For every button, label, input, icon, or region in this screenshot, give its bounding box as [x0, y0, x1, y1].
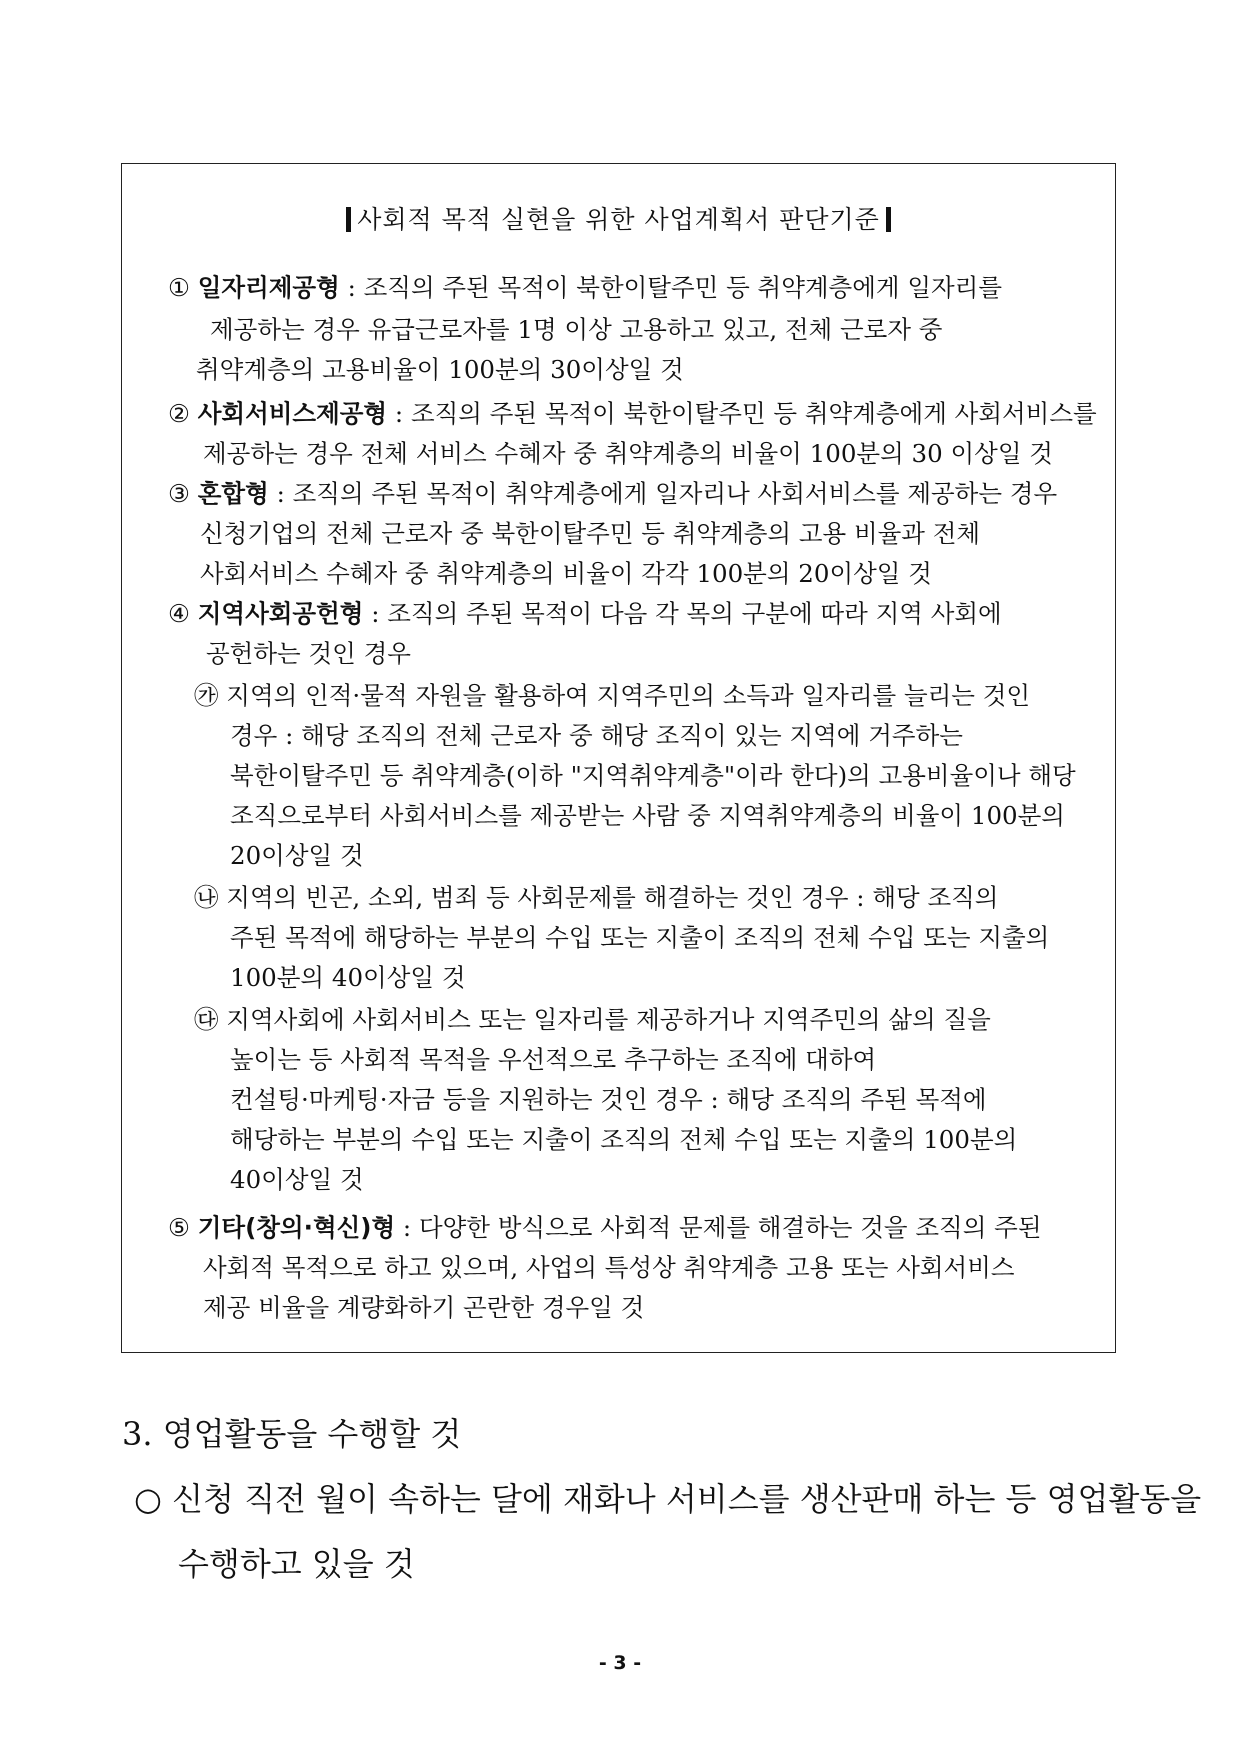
item1-line1 [168, 273, 1003, 302]
item5-number: ⑤ [168, 1213, 190, 1242]
page-number: - 3 - [598, 1652, 642, 1674]
item3-label: 혼합형 [197, 479, 269, 508]
item4-sub-da-line3: 컨설팅·마케팅·자금 등을 지원하는 것인 경우 : 해당 조직의 주된 목적에 [230, 1085, 987, 1114]
item4-line2: 공헌하는 것인 경우 [206, 639, 411, 668]
section3-heading: 3. 영업활동을 수행할 것 [122, 1415, 462, 1453]
sub-na-text-l1: 지역의 빈곤, 소외, 범죄 등 사회문제를 해결하는 것인 경우 : 해당 조직의 [226, 883, 999, 912]
item1-line2: 제공하는 경우 유급근로자를 1명 이상 고용하고 있고, 전체 근로자 중 [210, 315, 943, 344]
item5-line3: 제공 비율을 계량화하기 곤란한 경우일 것 [203, 1293, 645, 1322]
item3-line3: 사회서비스 수혜자 중 취약계층의 비율이 각각 100분의 20이상일 것 [200, 559, 932, 588]
item4-sub-da-line5: 40이상일 것 [230, 1165, 364, 1194]
item2-line1 [168, 399, 1097, 428]
item5-label: 기타(창의·혁신)형 [197, 1213, 396, 1242]
title-bar-left [346, 207, 351, 232]
item4-sub-ga-line2: 경우 : 해당 조직의 전체 근로자 중 해당 조직이 있는 지역에 거주하는 [230, 721, 963, 750]
item5-line1 [168, 1213, 1042, 1242]
sub-da-number: ㉰ [194, 1005, 219, 1034]
item4-number: ④ [168, 599, 190, 628]
section3-line1 [134, 1480, 1202, 1518]
sub-na-number: ㉯ [194, 883, 219, 912]
criteria-box-title [122, 200, 1115, 236]
item4-sub-da-line1 [194, 1005, 991, 1034]
sub-da-text-l1: 지역사회에 사회서비스 또는 일자리를 제공하거나 지역주민의 삶의 질을 [226, 1005, 991, 1034]
sub-ga-text-l1: 지역의 인적·물적 자원을 활용하여 지역주민의 소득과 일자리를 늘리는 것인 [226, 681, 1031, 710]
item4-sub-ga-line3: 북한이탈주민 등 취약계층(이하 "지역취약계층"이라 한다)의 고용비율이나 해당 [230, 761, 1076, 790]
item4-label: 지역사회공헌형 [197, 599, 364, 628]
item2-label: 사회서비스제공형 [197, 399, 388, 428]
section3-line2: 수행하고 있을 것 [178, 1545, 415, 1583]
item4-sub-ga-line5: 20이상일 것 [230, 841, 364, 870]
item5-text-l1: : 다양한 방식으로 사회적 문제를 해결하는 것을 조직의 주된 [395, 1213, 1042, 1242]
item2-number: ② [168, 399, 190, 428]
item1-label: 일자리제공형 [197, 273, 340, 302]
item5-line2: 사회적 목적으로 하고 있으며, 사업의 특성상 취약계층 고용 또는 사회서비스 [203, 1253, 1015, 1282]
item4-sub-ga-line4: 조직으로부터 사회서비스를 제공받는 사람 중 지역취약계층의 비율이 100분의 [230, 801, 1065, 830]
item4-sub-ga-line1 [194, 681, 1031, 710]
item3-line1 [168, 479, 1058, 508]
item4-sub-na-line1 [194, 883, 999, 912]
section3-text-l1: 신청 직전 월이 속하는 달에 재화나 서비스를 생산판매 하는 등 영업활동을 [172, 1480, 1202, 1518]
item3-text-l1: : 조직의 주된 목적이 취약계층에게 일자리나 사회서비스를 제공하는 경우 [268, 479, 1058, 508]
item4-sub-da-line2: 높이는 등 사회적 목적을 우선적으로 추구하는 조직에 대하여 [230, 1045, 877, 1074]
item4-sub-da-line4: 해당하는 부분의 수입 또는 지출이 조직의 전체 수입 또는 지출의 100분의 [230, 1125, 1018, 1154]
item4-sub-na-line2: 주된 목적에 해당하는 부분의 수입 또는 지출이 조직의 전체 수입 또는 지출의 [230, 923, 1050, 952]
item4-sub-na-line3: 100분의 40이상일 것 [230, 963, 466, 992]
item1-line3: 취약계층의 고용비율이 100분의 30이상일 것 [196, 355, 684, 384]
item2-line2: 제공하는 경우 전체 서비스 수혜자 중 취약계층의 비율이 100분의 30 이상일 것 [203, 439, 1053, 468]
circle-bullet-icon: ○ [134, 1480, 162, 1518]
title-bar-right [886, 207, 891, 232]
sub-ga-number: ㉮ [194, 681, 219, 710]
item4-text-l1: : 조직의 주된 목적이 다음 각 목의 구분에 따라 지역 사회에 [363, 599, 1002, 628]
item2-text-l1: : 조직의 주된 목적이 북한이탈주민 등 취약계층에게 사회서비스를 [387, 399, 1097, 428]
item4-line1 [168, 599, 1002, 628]
item3-line2: 신청기업의 전체 근로자 중 북한이탈주민 등 취약계층의 고용 비율과 전체 [200, 519, 981, 548]
item1-number: ① [168, 273, 190, 302]
item1-text-l1: : 조직의 주된 목적이 북한이탈주민 등 취약계층에게 일자리를 [339, 273, 1003, 302]
criteria-title-text: 사회적 목적 실현을 위한 사업계획서 판단기준 [357, 205, 880, 234]
item3-number: ③ [168, 479, 190, 508]
